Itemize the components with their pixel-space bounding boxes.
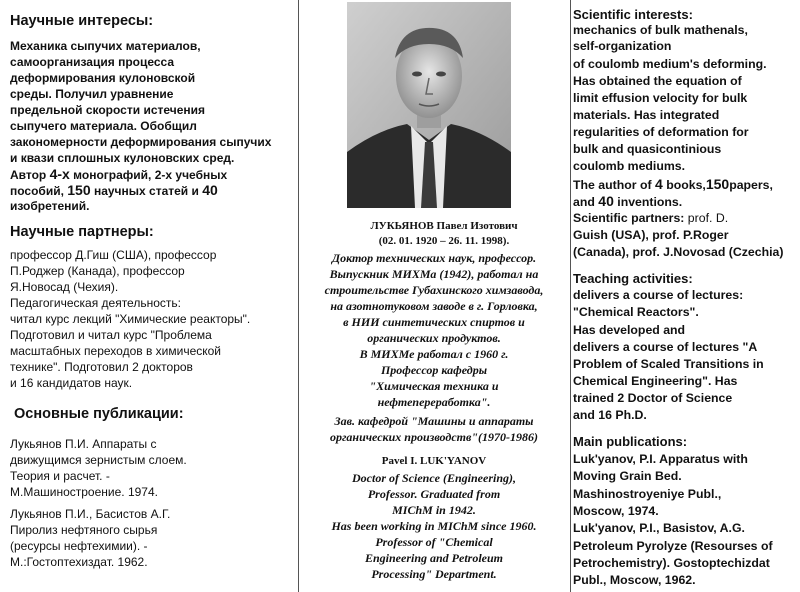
bio-ru-line: в НИИ синтетических спиртов и	[343, 315, 525, 329]
pub-line-en: Petrochemistry). Gostoptechizdat	[573, 556, 770, 570]
books-count: 4	[654, 176, 663, 192]
inventions-count: 40	[202, 182, 218, 198]
bio-ru-line: органических производств"(1970-1986)	[329, 430, 538, 444]
interests-line: Механика сыпучих материалов,	[10, 39, 201, 53]
partners-label-en: Scientific partners:	[573, 211, 685, 225]
bio-ru-line: Профессор кафедры	[380, 363, 488, 377]
bio-ru-line: "Химическая техника и	[369, 379, 499, 393]
pub-line-en: Petroleum Pyrolyze (Resourses of	[573, 539, 773, 553]
partners-line: Я.Новосад (Чехия).	[10, 280, 119, 294]
pub-line-en: Mashinostroyeniye Publ.,	[573, 487, 722, 501]
pubs-heading-ru: Основные публикации:	[14, 406, 184, 422]
interests-line: сыпучего материала. Обобщил	[10, 119, 197, 133]
pub-line-en: Moscow, 1974.	[573, 504, 659, 518]
partners-line: масштабных переходов в химической	[10, 344, 222, 358]
inventions-suffix-en: inventions.	[613, 195, 683, 209]
interests-line-en: limit effusion velocity for bulk	[573, 91, 748, 105]
bio-en-line: Professor. Graduated from	[367, 487, 501, 501]
articles-count: 150	[67, 182, 91, 198]
pubs-mid: научных статей и	[90, 184, 203, 198]
teaching-line-en: and 16 Ph.D.	[573, 408, 647, 422]
pub1-line: М.Машиностроение. 1974.	[10, 485, 158, 499]
bio-ru-line: Доктор технических наук, профессор.	[331, 251, 537, 265]
interests-line-en: regularities of deformation for	[573, 125, 749, 139]
author-line-en	[573, 177, 773, 194]
pub2-line: Пиролиз нефтяного сырья	[10, 523, 158, 537]
inventions-prefix-en: and	[573, 195, 599, 209]
pubs-prefix: пособий,	[10, 184, 68, 198]
bio-ru-line: В МИХМе работал с 1960 г.	[359, 347, 509, 361]
partners-first-en: prof. D.	[684, 211, 729, 225]
pub-line-en: Luk'yanov, P.I., Basistov, A.G.	[573, 521, 745, 535]
monographs-count: 4-х	[49, 166, 70, 182]
teaching-line-en: delivers a course of lectures "A	[573, 340, 758, 354]
interests-line: деформирования кулоновской	[10, 71, 196, 85]
bio-ru-line: Зав. кафедрой "Машины и аппараты	[334, 414, 534, 428]
partners-line: технике". Подготовил 2 докторов	[10, 360, 193, 374]
partners-line: Подготовил и читал курс "Проблема	[10, 328, 212, 342]
pub-line-en: Moving Grain Bed.	[573, 469, 682, 483]
author-prefix: Автор	[10, 168, 50, 182]
bio-en-line: Professor of "Chemical	[375, 535, 493, 549]
pub1-line: Теория и расчет. -	[10, 469, 110, 483]
pubs-heading-en: Main publications:	[573, 434, 688, 449]
papers-count: 150	[705, 176, 730, 192]
interests-line-en: of coulomb medium's deforming.	[573, 57, 767, 71]
partners-line: П.Роджер (Канада), профессор	[10, 264, 185, 278]
partners-line-en: Guish (USA), prof. P.Roger	[573, 228, 729, 242]
pub-line-en: Publ., Moscow, 1962.	[573, 573, 696, 587]
name-en: Pavel I. LUK'YANOV	[381, 455, 487, 467]
bio-ru-line: на азотнотуковом заводе в г. Горловка,	[330, 299, 538, 313]
biography-column	[298, 0, 570, 592]
author-suffix-en: papers,	[729, 178, 773, 192]
inventions-word: изобретений.	[10, 199, 90, 213]
partners-line: профессор Д.Гиш (США), профессор	[10, 248, 217, 262]
partners-heading-ru: Научные партнеры:	[10, 224, 154, 240]
interests-line: и квази сплошных кулоновских сред.	[10, 151, 235, 165]
teaching-line-en: Problem of Scaled Transitions in	[573, 357, 764, 371]
bio-ru-line: Выпускник МИХМа (1942), работал на	[329, 267, 539, 281]
partners-line: Педагогическая деятельность:	[10, 296, 181, 310]
bio-en-line: Has been working in MIChM since 1960.	[331, 519, 537, 533]
life-dates: (02. 01. 1920 – 26. 11. 1998).	[378, 235, 510, 247]
teaching-line-en: delivers a course of lectures:	[573, 288, 744, 302]
partners-line: читал курс лекций "Химические реакторы".	[10, 312, 251, 326]
interests-line-en: Has obtained the equation of	[573, 74, 742, 88]
interests-line-en: bulk and quasicontinious	[573, 142, 722, 156]
bio-ru-line: нефтепереработка".	[377, 395, 491, 409]
interests-line: среды. Получил уравнение	[10, 87, 174, 101]
interests-line-en: self-organization	[573, 39, 672, 53]
inventions-line-en	[573, 194, 682, 211]
russian-column	[0, 0, 298, 592]
bio-en-line: MIChM in 1942.	[392, 503, 476, 517]
author-line	[10, 166, 227, 183]
teaching-line-en: "Chemical Reactors".	[573, 305, 699, 319]
inventions-count-en: 40	[598, 193, 614, 209]
interests-line-en: coulomb mediums.	[573, 159, 686, 173]
interests-heading-en: Scientific interests:	[573, 7, 693, 22]
author-mid: монографий, 2-х учебных	[69, 168, 228, 182]
partners-line-en	[573, 211, 728, 227]
pub-line-en: Luk'yanov, P.I. Apparatus with	[573, 452, 748, 466]
bio-ru-line: органических продуктов.	[367, 331, 501, 345]
interests-line-en: mechanics of bulk mathenals,	[573, 23, 748, 37]
bio-en-line: Engineering and Petroleum	[364, 551, 504, 565]
teaching-line-en: trained 2 Doctor of Science	[573, 391, 733, 405]
teaching-line-en: Chemical Engineering". Has	[573, 374, 738, 388]
interests-line-en: materials. Has integrated	[573, 108, 720, 122]
pub1-line: Лукьянов П.И. Аппараты с	[10, 437, 157, 451]
author-mid-en: books,	[662, 178, 706, 192]
teaching-heading-en: Teaching activities:	[573, 271, 693, 286]
pub2-line: (ресурсы нефтехимии). -	[10, 539, 148, 553]
pub1-line: движущимся зернистым слоем.	[10, 453, 187, 467]
interests-heading-ru: Научные интересы:	[10, 13, 154, 29]
interests-line: предельной скорости истечения	[10, 103, 206, 117]
english-column	[570, 0, 800, 592]
teaching-line-en: Has developed and	[573, 323, 686, 337]
interests-line: закономерности деформирования сыпучих	[10, 135, 272, 149]
bio-en-line: Doctor of Science (Engineering),	[352, 471, 516, 485]
partners-line-en: (Canada), prof. J.Novosad (Czechia)	[573, 245, 784, 259]
pub2-line: Лукьянов П.И., Басистов А.Г.	[10, 507, 171, 521]
bio-ru-line: строительстве Губахинского химзавода,	[324, 283, 544, 297]
name-ru: ЛУКЬЯНОВ Павел Изотович	[370, 220, 518, 232]
interests-line: самоорганизация процесса	[10, 55, 175, 69]
pubs-count-line	[10, 182, 218, 199]
author-prefix-en: The author of	[573, 178, 655, 192]
partners-line: и 16 кандидатов наук.	[10, 376, 133, 390]
pub2-line: М.:Гостоптехиздат. 1962.	[10, 555, 148, 569]
bio-en-line: Processing" Department.	[371, 567, 497, 581]
